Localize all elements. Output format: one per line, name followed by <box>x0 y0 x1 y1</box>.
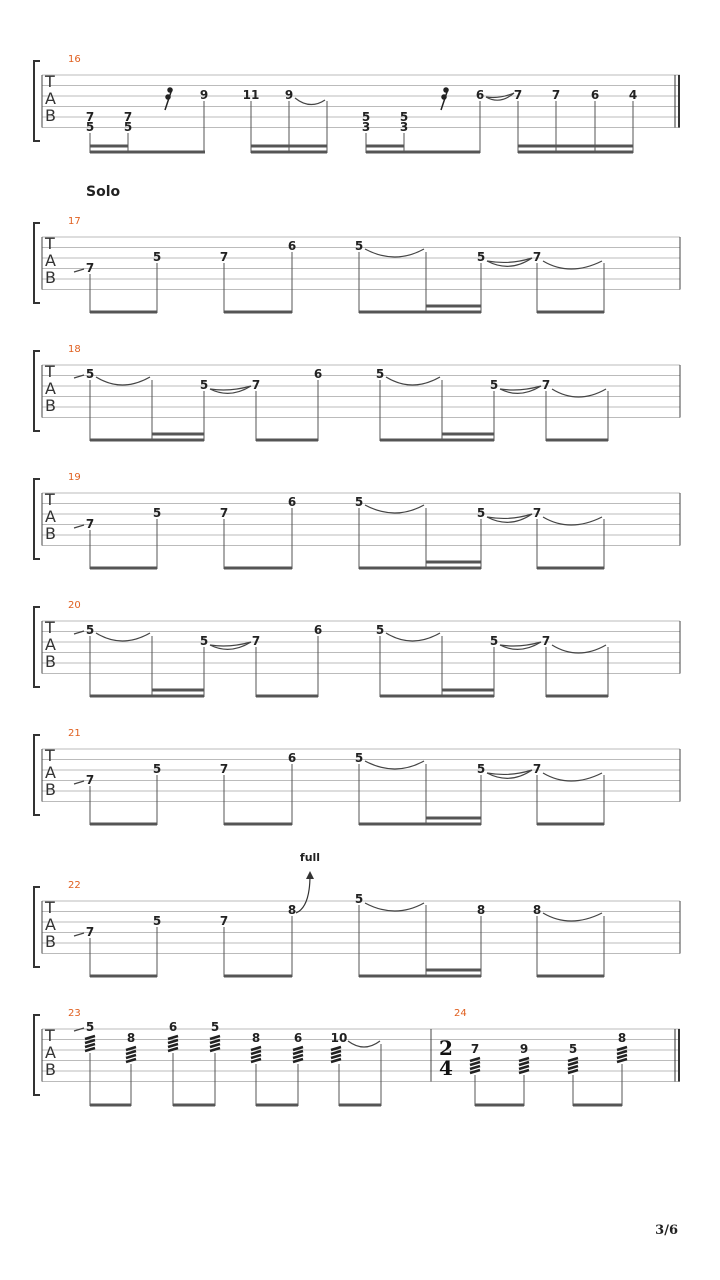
tab-letter-a: A <box>45 915 56 934</box>
tab-letter-t: T <box>45 1026 55 1045</box>
tab-letter-t: T <box>45 72 55 91</box>
system-6 <box>34 728 680 825</box>
stems-beams <box>90 1044 622 1106</box>
svg-text:6: 6 <box>475 88 485 102</box>
tab-letter-a: A <box>45 507 56 526</box>
svg-text:5: 5 <box>476 506 486 520</box>
system-3 <box>34 344 680 441</box>
tab-letter-t: T <box>45 898 55 917</box>
svg-text:3: 3 <box>399 120 409 134</box>
system-1 <box>34 54 680 153</box>
tab-letter-b: B <box>45 932 56 951</box>
measure-number-23: 23 <box>68 1008 81 1019</box>
fret-numbers <box>86 892 541 939</box>
svg-text:7: 7 <box>541 634 551 648</box>
tab-letter-t: T <box>45 490 55 509</box>
time-signature-bottom: 4 <box>439 1056 453 1080</box>
svg-text:5: 5 <box>85 120 95 134</box>
svg-text:7: 7 <box>219 762 229 776</box>
system-4 <box>34 472 680 569</box>
svg-text:5: 5 <box>199 378 209 392</box>
tab-letter-b: B <box>45 652 56 671</box>
tab-letter-b: B <box>45 524 56 543</box>
svg-text:5: 5 <box>489 634 499 648</box>
svg-text:5: 5 <box>199 634 209 648</box>
fret-numbers <box>86 239 541 275</box>
svg-text:8: 8 <box>617 1031 627 1045</box>
measure-number-24: 24 <box>454 1008 467 1019</box>
svg-text:9: 9 <box>284 88 294 102</box>
measure-number-19: 19 <box>68 472 81 483</box>
tab-letter-b: B <box>45 780 56 799</box>
svg-text:5: 5 <box>476 762 486 776</box>
svg-text:8: 8 <box>126 1031 136 1045</box>
svg-text:6: 6 <box>590 88 600 102</box>
bend-label-full: full <box>299 851 321 864</box>
svg-text:5: 5 <box>568 1042 578 1056</box>
tab-letter-t: T <box>45 362 55 381</box>
svg-text:5: 5 <box>476 250 486 264</box>
section-label-solo: Solo <box>86 184 121 200</box>
svg-text:5: 5 <box>375 623 385 637</box>
tab-letter-b: B <box>45 106 56 125</box>
svg-text:5: 5 <box>85 623 95 637</box>
svg-text:7: 7 <box>85 773 95 787</box>
svg-text:5: 5 <box>354 495 364 509</box>
svg-text:9: 9 <box>199 88 209 102</box>
svg-text:8: 8 <box>287 903 297 917</box>
svg-text:10: 10 <box>330 1031 348 1045</box>
tab-letter-a: A <box>45 635 56 654</box>
measure-number-17: 17 <box>68 216 81 227</box>
svg-text:7: 7 <box>219 914 229 928</box>
measure-number-16: 16 <box>68 54 81 65</box>
tab-letter-b: B <box>45 396 56 415</box>
svg-text:3: 3 <box>361 120 371 134</box>
fret-numbers <box>86 1020 626 1056</box>
fret-numbers <box>86 751 541 787</box>
svg-text:7: 7 <box>219 506 229 520</box>
svg-text:7: 7 <box>251 378 261 392</box>
svg-text:5: 5 <box>123 120 133 134</box>
svg-text:6: 6 <box>287 495 297 509</box>
svg-text:7: 7 <box>541 378 551 392</box>
svg-text:6: 6 <box>168 1020 178 1034</box>
svg-text:7: 7 <box>85 517 95 531</box>
svg-text:5: 5 <box>85 367 95 381</box>
tremolo-marks <box>85 1036 627 1073</box>
svg-text:7: 7 <box>251 634 261 648</box>
svg-text:5: 5 <box>354 751 364 765</box>
svg-text:5: 5 <box>489 378 499 392</box>
svg-text:6: 6 <box>313 367 323 381</box>
svg-text:11: 11 <box>242 88 260 102</box>
svg-text:8: 8 <box>532 903 542 917</box>
measure-number-22: 22 <box>68 880 81 891</box>
system-5 <box>34 600 680 697</box>
tab-letter-a: A <box>45 379 56 398</box>
svg-text:7: 7 <box>532 762 542 776</box>
svg-text:5: 5 <box>152 914 162 928</box>
measure-number-20: 20 <box>68 600 81 611</box>
bend-arrow <box>296 875 310 913</box>
system-8 <box>34 1008 680 1106</box>
tab-letter-a: A <box>45 1043 56 1062</box>
svg-text:5: 5 <box>361 110 371 124</box>
svg-text:5: 5 <box>85 1020 95 1034</box>
tab-letter-t: T <box>45 746 55 765</box>
svg-text:7: 7 <box>532 250 542 264</box>
svg-text:6: 6 <box>293 1031 303 1045</box>
svg-text:7: 7 <box>219 250 229 264</box>
tab-letter-a: A <box>45 251 56 270</box>
svg-text:6: 6 <box>287 239 297 253</box>
svg-text:7: 7 <box>85 925 95 939</box>
time-signature-top: 2 <box>439 1036 453 1060</box>
fret-numbers <box>86 495 541 531</box>
svg-text:5: 5 <box>354 892 364 906</box>
page-number: 3/6 <box>655 1223 678 1238</box>
svg-text:7: 7 <box>85 110 95 124</box>
svg-text:7: 7 <box>85 261 95 275</box>
tab-letter-t: T <box>45 618 55 637</box>
tab-letter-t: T <box>45 234 55 253</box>
stems-beams <box>90 636 608 697</box>
stems-beams <box>90 380 608 441</box>
svg-text:7: 7 <box>532 506 542 520</box>
system-7 <box>34 851 680 977</box>
tab-letter-a: A <box>45 763 56 782</box>
svg-text:5: 5 <box>354 239 364 253</box>
svg-text:5: 5 <box>399 110 409 124</box>
svg-text:7: 7 <box>513 88 523 102</box>
svg-text:9: 9 <box>519 1042 529 1056</box>
tab-letter-b: B <box>45 1060 56 1079</box>
stems-beams <box>90 905 604 977</box>
tab-letter-b: B <box>45 268 56 287</box>
svg-text:7: 7 <box>551 88 561 102</box>
svg-text:5: 5 <box>152 506 162 520</box>
svg-text:5: 5 <box>152 250 162 264</box>
svg-text:8: 8 <box>251 1031 261 1045</box>
svg-text:5: 5 <box>210 1020 220 1034</box>
measure-number-18: 18 <box>68 344 81 355</box>
svg-text:5: 5 <box>152 762 162 776</box>
measure-number-21: 21 <box>68 728 81 739</box>
svg-text:8: 8 <box>476 903 486 917</box>
svg-text:7: 7 <box>470 1042 480 1056</box>
tab-letter-a: A <box>45 89 56 108</box>
svg-text:4: 4 <box>628 88 638 102</box>
svg-text:6: 6 <box>313 623 323 637</box>
svg-text:6: 6 <box>287 751 297 765</box>
system-2 <box>34 216 680 313</box>
svg-text:5: 5 <box>375 367 385 381</box>
svg-text:7: 7 <box>123 110 133 124</box>
